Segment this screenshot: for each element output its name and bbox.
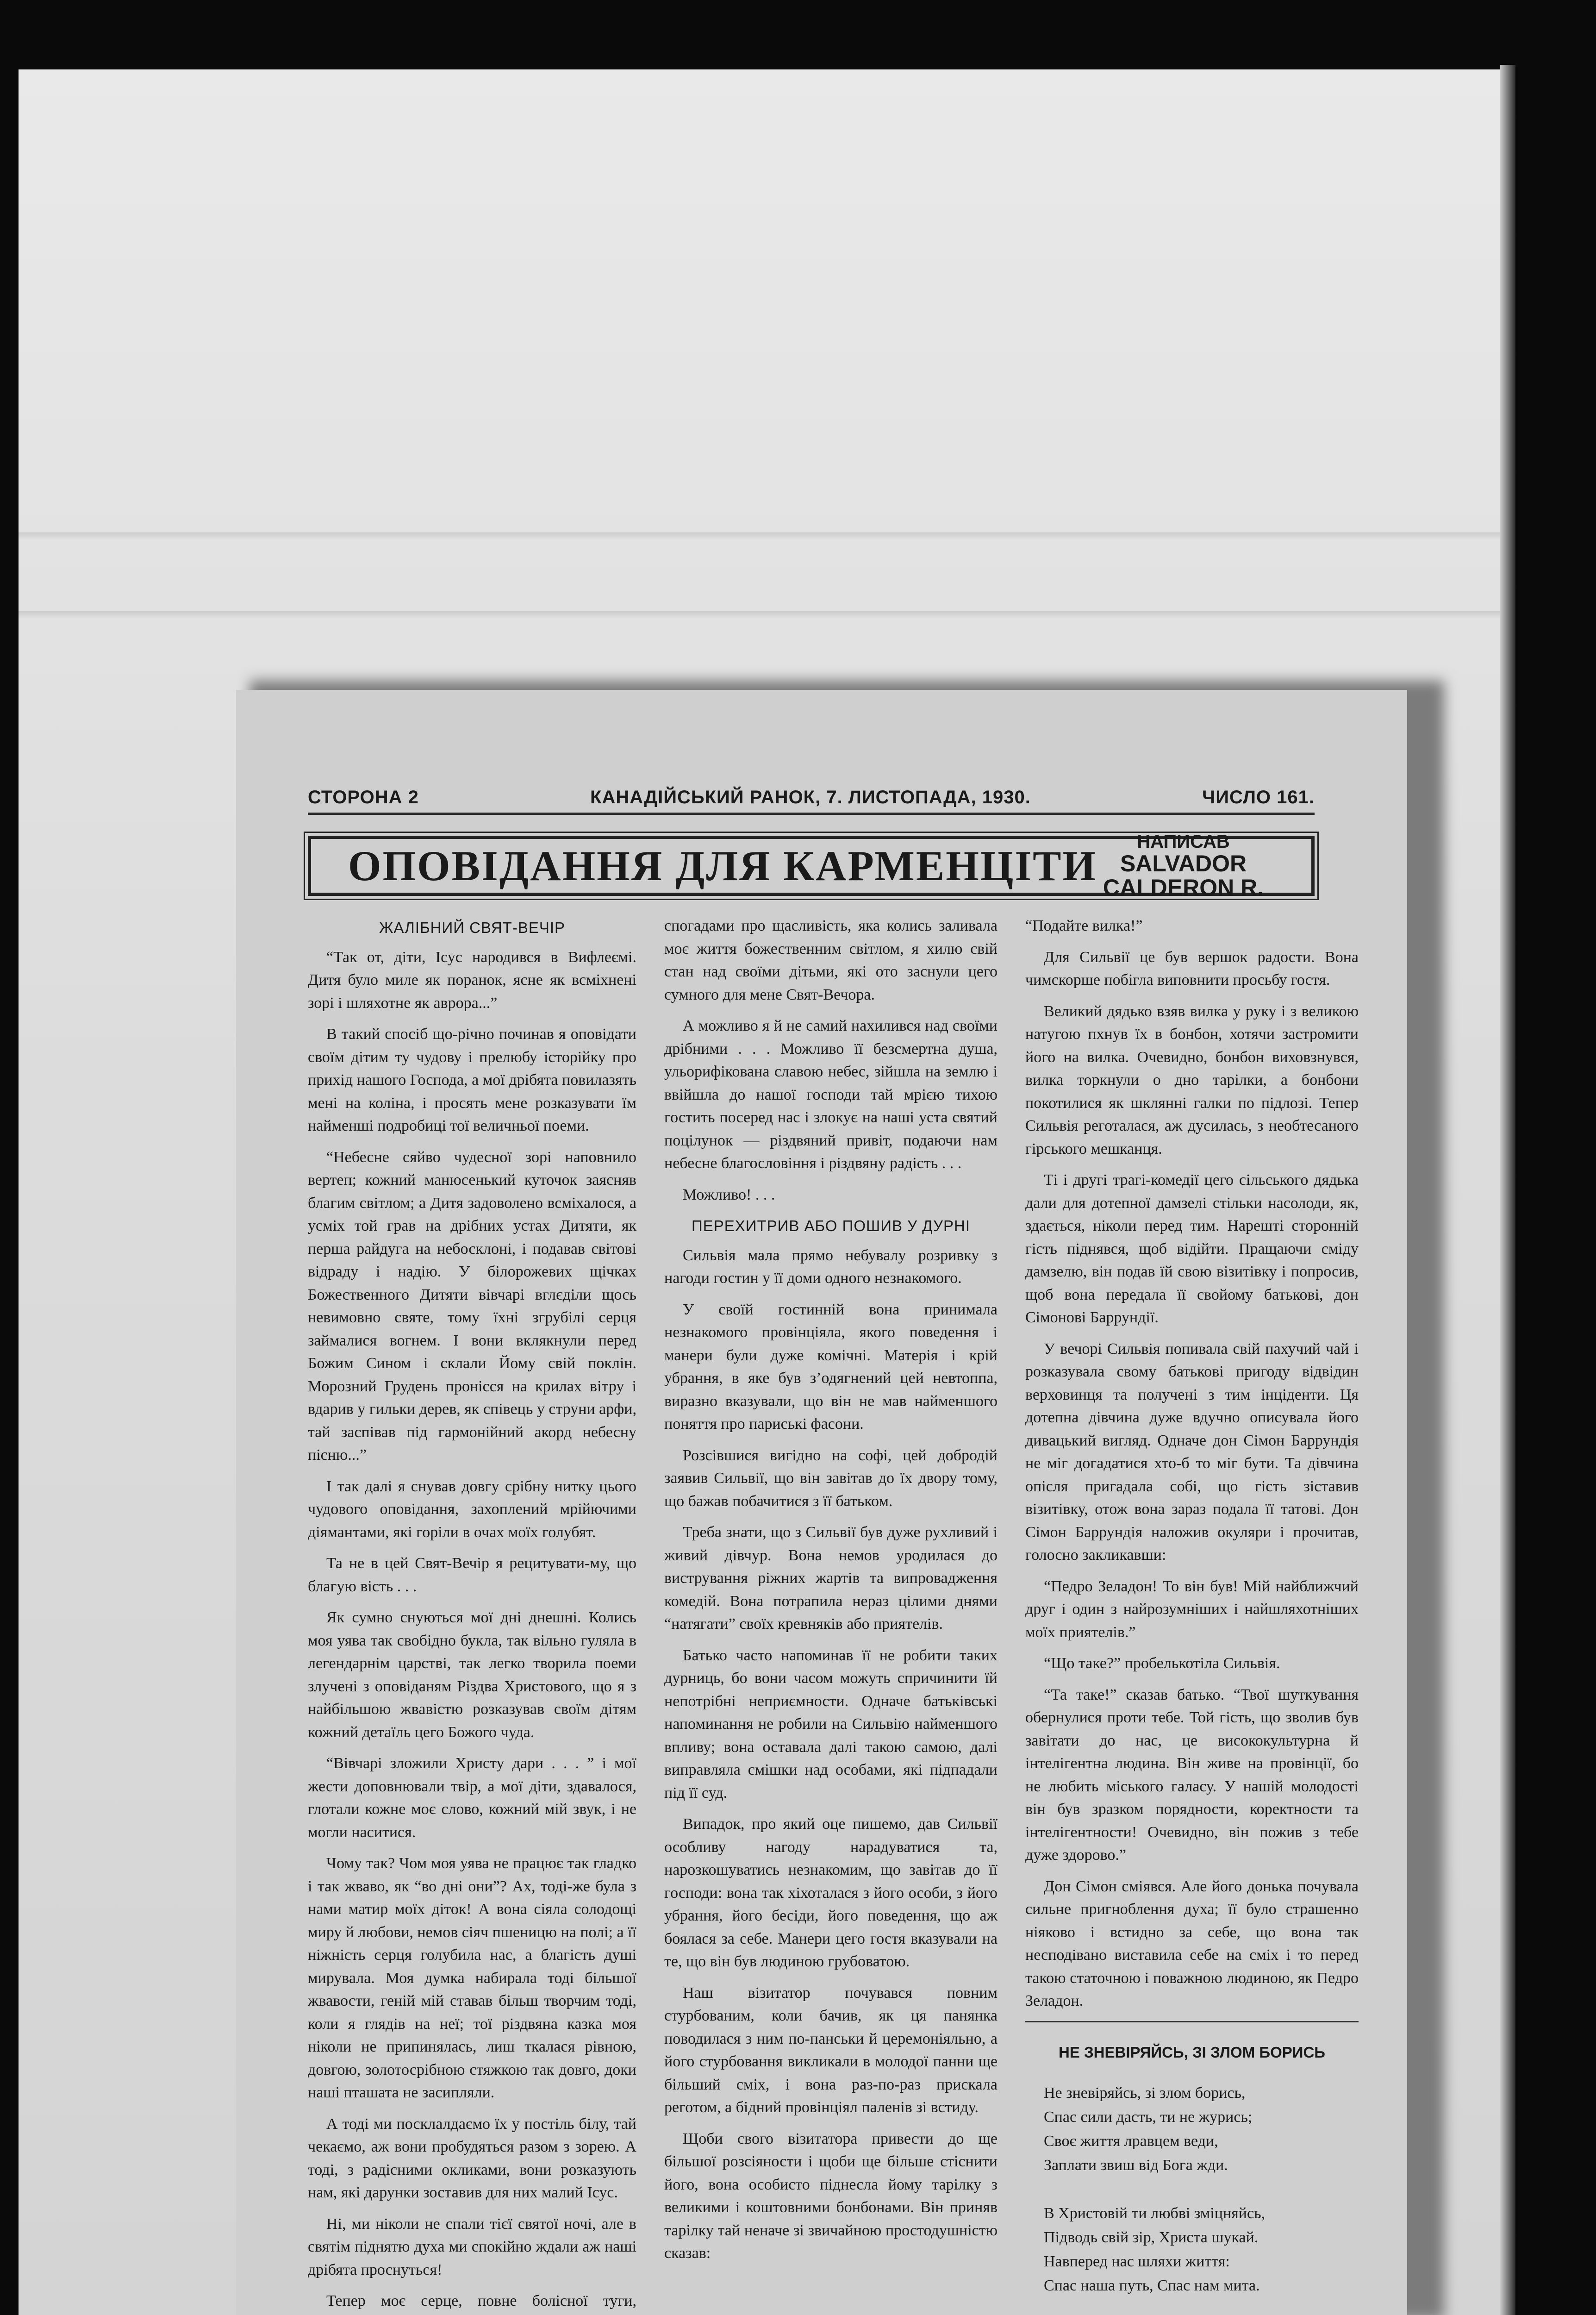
story-title: ОПОВІДАННЯ ДЛЯ КАРМЕНЦІТИ <box>348 842 1097 889</box>
paragraph: Великий дядько взяв вилка у руку і з великою натугою пхнув їх в бонбон, хотячи застромити його на вилка. Очевидно, бонбон виховзнувся, вилка торкнули о дно тарілки, а бонбони покотилися як шклянні галки по підлозі. Тепер Сильвія реготалася, аж дусилась, з необтесаного гірського мешканця. <box>1025 1002 1359 1158</box>
story-banner <box>308 831 1315 901</box>
poem-title: НЕ ЗНЕВІРЯЙСЬ, ЗІ ЗЛОМ БОРИСЬ <box>1058 2043 1326 2061</box>
poem <box>1044 2081 1359 2298</box>
author-name: SALVADOR CALDERON R. <box>1103 850 1264 901</box>
paragraph: А тоді ми посклалдаємо їх у постіль білу, тай чекаємо, аж вони пробудяться разом з зорею. А тоді, з радісними окликами, вони розказують нам, які дарунки зоставив для них малий Ісус. <box>308 2115 636 2201</box>
newspaper-page <box>236 690 1407 2315</box>
paragraph: Дон Сімон сміявся. Але його донька почувала сильне пригноблення духа; її було страшенно ніяково і встидно за себе, що вона так несподівано виставила себе на сміх і то перед такою статочною і поважною людиною, як Педро Зеладон. <box>1025 1877 1359 2009</box>
masthead <box>308 787 1315 815</box>
column-1 <box>308 914 636 2315</box>
poem-line: В Христовій ти любві зміцняйсь, <box>1044 2205 1266 2222</box>
paragraph: Тепер моє серце, повне болісної туги, <box>326 2292 636 2309</box>
paragraph: А можливо я й не самий нахилився над своїми дрібними . . . Можливо її безсмертна душа, ульорифікована славою небес, зійшла на землю і ввійшла до нашої господи тай мрією тихою гостить посеред нас і злокує на наші уста святий поцілунок — різдвяний привіт, подаючи нам небесне благословіння і різдвяну радість . . . <box>664 1017 998 1172</box>
column-3 <box>1025 914 1359 2315</box>
page-number: СТОРОНА 2 <box>308 787 419 807</box>
paragraph: У вечорі Сильвія попивала свій пахучий чай і розказувала свому батькові пригоду відвідин верховинця та получені з тим інціденти. Ця дотепна дівчина дуже вдучно описувала його дивацький вигляд. Одначе дон Сімон Баррундія не міг догадатися хто-б то міг бути. Та дівчина опісля пригадала собі, що гість зіставив візитівку, отож вона зараз подала її татові. Дон Сімон Баррундія наложив окуляри і прочитав, голосно закликавши: <box>1025 1340 1359 1564</box>
poem-line: Підводь свій зір, Христа шукай. <box>1044 2229 1259 2246</box>
poem-stanza <box>1044 2202 1359 2298</box>
paragraph: Випадок, про який оце пишемо, дав Сильвії особливу нагоду нарадуватися та, нарозкошуватись незнакомим, що завітав до її господи: вона так хіхоталася з його особи, з його убрання, його бесіди, його поведення, що аж боялася за себе. Манери цего гостя вказували на те, що він був людиною грубоватою. <box>664 1815 998 1970</box>
column-2 <box>664 914 998 2315</box>
byline <box>1097 832 1270 900</box>
paragraph: Можливо! . . . <box>683 1186 775 1203</box>
divider <box>1025 2021 1359 2022</box>
paragraph: Треба знати, що з Сильвії був дуже рухливий і живий дівчур. Вона немов уродилася до вистрування ріжних жартів та випровадження комедій. Вона потрапила нераз цілими днями “натягати” своїх кревняків або приятелів. <box>664 1524 998 1633</box>
poem-line: Спас наша путь, Спас нам мита. <box>1044 2277 1260 2294</box>
paragraph: “Подайте вилка!” <box>1025 917 1143 934</box>
paragraph: Та не в цей Свят-Вечір я рецитувати-му, що благую вість . . . <box>308 1555 636 1595</box>
byline-label: НАПИСАВ <box>1137 831 1230 852</box>
paragraph: “Так от, діти, Ісус народився в Вифлеємі. Дитя було миле як поранок, ясне як всміхнені зорі і шляхотне як аврора...” <box>308 948 636 1012</box>
paragraph: Як сумно снуються мої дні днешні. Колись моя уява так свобідно букла, так вільно гуляла в легендарнім царстві, так легко творила поеми злучені з оповіданям Різдва Христового, що я з найбільшою жвавістю розказував своїм дітям кожний детаїль цего Божого чуда. <box>308 1609 636 1741</box>
paragraph: Щоби свого візитатора привести до ще більшої розсіяности і щоби ще більше стіснити його, вона особисто піднесла йому тарілку з великими і коштовними бонбонами. Він приняв тарілку тай неначе зі звичайною простодушністю сказав: <box>664 2130 998 2262</box>
paragraph: “Вівчарі зложили Христу дари . . . ” і мої жести доповнювали твір, а мої діти, здавалося, глотали кожне моє слово, кожний мій звук, і не могли наситися. <box>308 1755 636 1841</box>
poem-line: Спас сили дасть, ти не журись; <box>1044 2109 1253 2126</box>
article-columns <box>308 914 1359 2315</box>
paragraph: Сильвія мала прямо небувалу розривку з нагоди гостин у її доми одного незнакомого. <box>664 1246 998 1287</box>
section-title: ЖАЛІБНИЙ СВЯТ-ВЕЧІР <box>379 919 566 936</box>
section-title: ПЕРЕХИТРИВ АБО ПОШИВ У ДУРНІ <box>691 1217 971 1234</box>
paragraph: “Педро Зеладон! То він був! Мій найближчий друг і один з найрозумніших і найшляхотніших моїх приятелів.” <box>1025 1577 1359 1641</box>
poem-stanza <box>1044 2081 1359 2177</box>
poem-line: Заплати звиш від Бога жди. <box>1044 2157 1228 2174</box>
issue-number: ЧИСЛО 161. <box>1202 787 1315 807</box>
poem-line: Навперед нас шляхи життя: <box>1044 2253 1230 2270</box>
paragraph: Ні, ми ніколи не спали тієї святої ночі, але в святім піднятю духа ми спокійно ждали аж наші дрібята проснуться! <box>308 2215 636 2278</box>
paragraph: Для Сильвії це був вершок радости. Вона чимскорше побігла виповнити просьбу гостя. <box>1025 948 1359 989</box>
poem-line: Своє життя лравцем веди, <box>1044 2133 1218 2150</box>
paragraph: “Що таке?” пробелькотіла Сильвія. <box>1044 1655 1280 1672</box>
film-crease <box>19 532 1500 541</box>
paragraph: Розсівшися вигідно на софі, цей добродій заявив Сильвії, що він завітав до їх двору тому, що бажав побачитися з її батьком. <box>664 1446 998 1510</box>
paragraph: “Та таке!” сказав батько. “Твої шуткування обернулися проти тебе. Той гість, що зволив був завітати до нас, це висококультурна й інтелігентна людина. Він живе на провінції, бо не любить міського галасу. У нашій молодості він був зразком порядности, коректности та інтелігентности! Очевидно, він пожив з тебе дуже здорово.” <box>1025 1686 1359 1864</box>
film-edge <box>1500 65 1515 2315</box>
film-crease <box>19 611 1500 619</box>
paragraph: В такий спосіб що-річно починав я оповідати своїм дітим ту чудову і прелюбу історійку про прихід нашого Господа, а мої дрібята повилазять мені на коліна, і просять мене розказувати їм найменші подробиці тої величньої поеми. <box>308 1026 636 1134</box>
paragraph: Наш візитатор почувався повним стурбованим, коли бачив, як ця панянка поводилася з ним по-панськи й церемоніяльно, а його стурбовання викликали в молодої панни ще більший сміх, і вона раз-по-раз прискала реготом, а бідний провінціял паленів зі встиду. <box>664 1984 998 2116</box>
paragraph: Ті і другі трагі-комедії цего сільського дядька дали для дотепної дамзелі стільки насолоди, як, здається, ніколи перед тим. Нарешті сторонній гість піднявся, щоб відійти. Пращаючи сміду дамзелю, він подав їй свою візитівку і попросив, щоб вона передала її свойому батькові, дон Сімонові Баррундії. <box>1025 1171 1359 1326</box>
newspaper-dateline: КАНАДІЙСЬКИЙ РАНОК, 7. ЛИСТОПАДА, 1930. <box>590 787 1031 807</box>
paragraph: У своїй гостинній вона принимала незнакомого провінціяла, якого поведення і манери були дуже комічні. Матерія і крій убрання, в яке був з’одягнений цей невтоппа, виразно вказували, що він не мав найменшого поняття про париські фасони. <box>664 1301 998 1433</box>
paragraph: Чому так? Чом моя уява не працює так гладко і так жваво, як “во дні они”? Ах, тоді-же була з нами матир моїх діток! А вона сіяла солодощі миру й любови, немов сіяч пшеницю на полі; а її ніжність серця голубила нас, а благість душі мирувала. Моя думка набирала тоді більшої жвавости, геній мій ставав більш творчим тоді, коли я глядів на неї; тої різдвяна казка моя ніколи не припинялась, лиш ткалася рівною, довгою, золотосрібною стяжкою так довго, доки наші пташата не засипляли. <box>308 1855 636 2101</box>
poem-line: Не зневіряйсь, зі злом борись, <box>1044 2084 1246 2102</box>
paragraph: І так далі я снував довгу срібну нитку цього чудового оповідання, захоплений мрійючими діямантами, які горіли в очах моїх голубят. <box>308 1477 636 1541</box>
paragraph: спогадами про щасливість, яка колись заливала моє життя божественним світлом, я хилю свій стан над своїми дітьми, які ото заснули цего сумного для мене Свят-Вечора. <box>664 917 998 1003</box>
paragraph: Батько часто напоминав її не робити таких дурниць, бо вони часом можуть спричинити їй непотрібні неприємности. Одначе батьківські напоминання не робили на Сильвію найменшого впливу; вона оставала далі такою самою, далі виправляла смішки над особами, які підпадали під її суд. <box>664 1646 998 1802</box>
paragraph: “Небесне сяйво чудесної зорі наповнило вертеп; кожний манюсенький куточок заясняв благим світлом; а Дитя задоволено всміхалося, а усміх той грав на дрібних устах Дитяти, як перша райдуга на небосклоні, і подавав світові відраду і надію. У білорожевих щічках Божественного Дитяти вівчарі вглєділи щось невимовно святе, тому їхні згрубілі серця займалися вогнем. І вони вклякнули перед Божим Сином і склали Йому свій поклін. Морозний Грудень пронісся на крилах вітру і вдарив у гильки дерев, як співець у струни арфи, тай заспівав під гармонійний акорд небесну пісню...” <box>308 1148 636 1464</box>
